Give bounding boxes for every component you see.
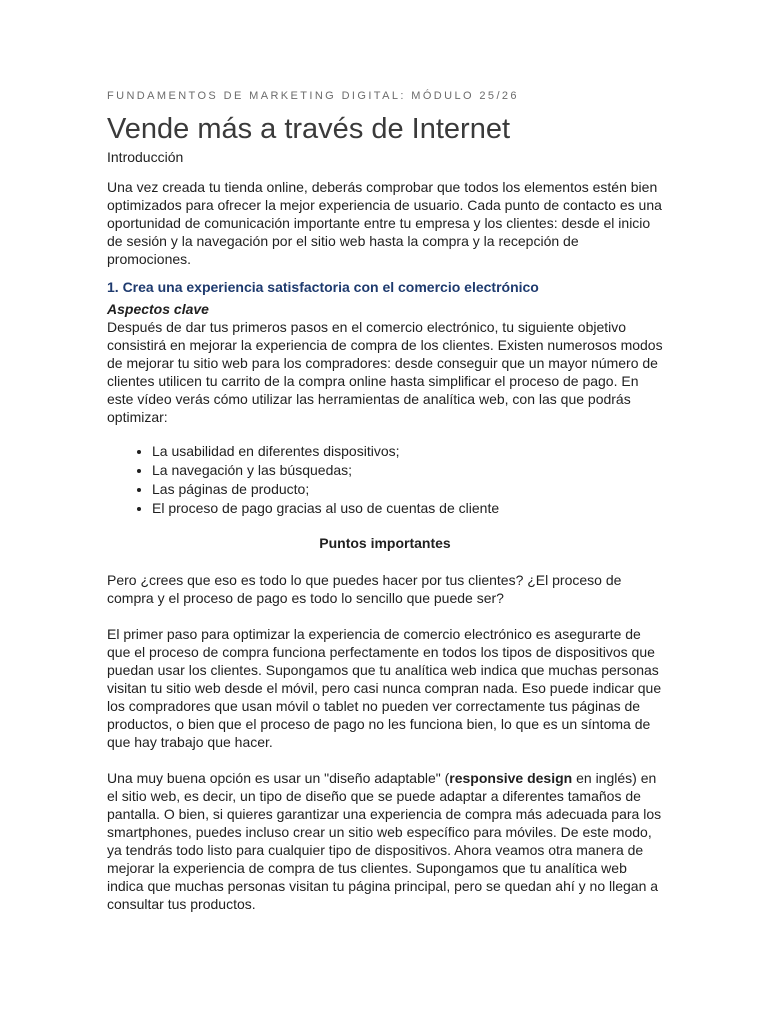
paragraph — [107, 769, 663, 913]
paragraph-text: en inglés) en el sitio web, es decir, un tipo de diseño que se puede adaptar a diferentes tamaños de pantalla. O bien, si quieres garantizar una experiencia de compra más adecuada para los smartphones, puedes incluso crear un sitio web específico para móviles. De este modo, ya tendrás todo listo para cualquier tipo de dispositivos. Ahora veamos otra manera de mejorar la experiencia de compra de tus clientes. Supongamos que tu analítica web indica que muchas personas visitan tu página principal, pero se quedan ahí y no llegan a consultar tus productos. — [107, 770, 662, 912]
page-title: Vende más a través de Internet — [107, 113, 511, 145]
paragraph: Pero ¿crees que eso es todo lo que puedes hacer por tus clientes? ¿El proceso de compra y el proceso de pago es todo lo sencillo que puede ser? — [107, 572, 622, 606]
section-paragraph: Después de dar tus primeros pasos en el comercio electrónico, tu siguiente objetivo consistirá en mejorar la experiencia de compra de los clientes. Existen numerosos modos de mejorar tu sitio web para los compradores: desde conseguir que un mayor número de clientes utilicen tu carrito de la compra online hasta simplificar el proceso de pago. En este vídeo verás cómo utilizar las herramientas de analítica web, con las que podrás optimizar: — [107, 319, 663, 425]
bullet-list — [107, 442, 663, 518]
list-item: • Las páginas de producto; — [152, 480, 663, 499]
paragraph-text: Una muy buena opción es usar un "diseño adaptable" ( — [107, 770, 450, 786]
intro-label: Introducción — [107, 149, 184, 165]
spacer — [107, 607, 663, 625]
paragraph: El primer paso para optimizar la experiencia de comercio electrónico es asegurarte de que el proceso de compra funciona perfectamente en todos los tipos de dispositivos que puedan usar los clientes. Supongamos que tu analítica web indica que muchas personas visitan tu sitio web desde el móvil, pero casi nunca compran nada. Eso puede indicar que los compradores que usan móvil o tablet no pueden ver correctamente tus páginas de productos, o bien que el proceso de pago no les funciona bien, lo que es un síntoma de que hay trabajo que hacer. — [107, 626, 662, 750]
section-heading: 1. Crea una experiencia satisfactoria con el comercio electrónico — [107, 279, 539, 295]
spacer — [107, 751, 663, 769]
module-header: FUNDAMENTOS DE MARKETING DIGITAL: MÓDULO 25/26 — [107, 90, 519, 102]
list-item: • El proceso de pago gracias al uso de cuentas de cliente — [152, 499, 663, 518]
key-aspects-subheading: Aspectos clave — [107, 301, 209, 317]
list-item: • La navegación y las búsquedas; — [152, 461, 663, 480]
bold-term: responsive design — [449, 770, 573, 786]
list-item: • La usabilidad en diferentes dispositivos; — [152, 442, 663, 461]
document-page — [107, 90, 663, 913]
important-points-heading: Puntos importantes — [319, 535, 451, 551]
intro-paragraph: Una vez creada tu tienda online, deberás comprobar que todos los elementos estén bien optimizados para ofrecer la mejor experiencia de usuario. Cada punto de contacto es una oportunidad de comunicación importante entre tu empresa y los clientes: desde el inicio de sesión y la navegación por el sitio web hasta la compra y la recepción de promociones. — [107, 179, 662, 267]
